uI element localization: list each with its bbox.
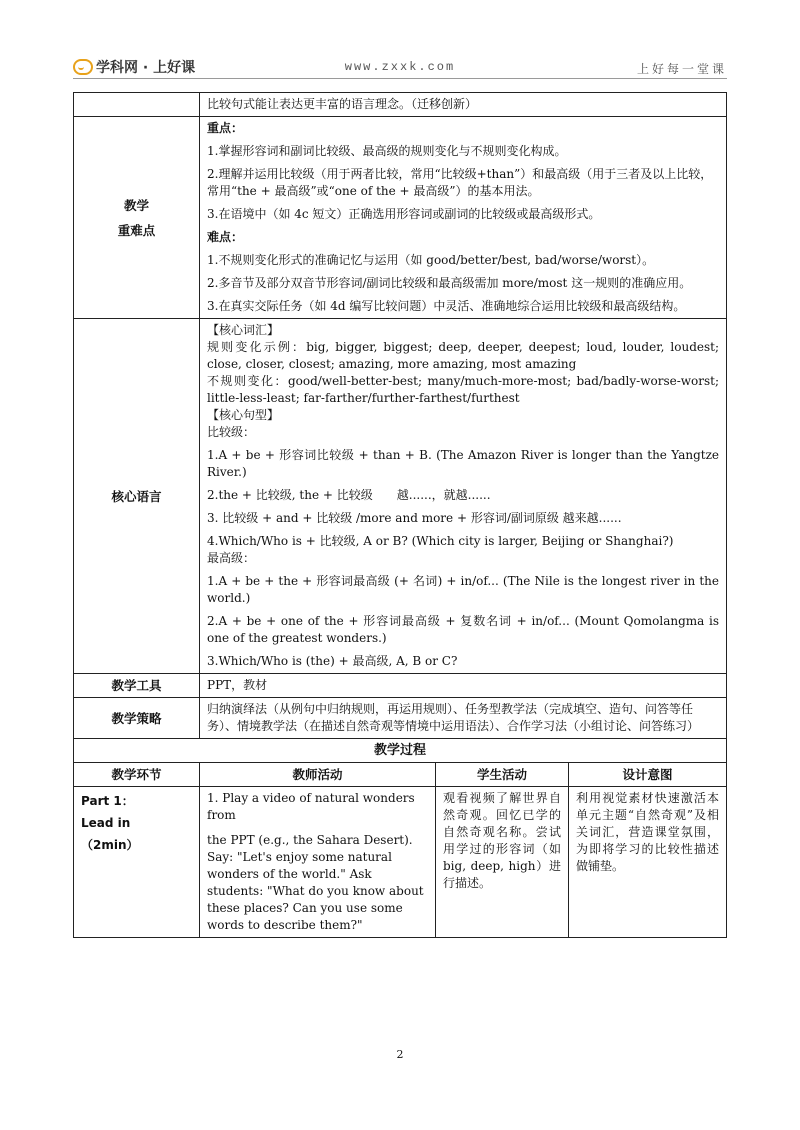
column-header: 学生活动 — [436, 763, 569, 787]
label-line: 教学 — [123, 197, 149, 213]
student-activity: 观看视频了解世界自然奇观。回忆已学的自然奇观名称。尝试用学过的形容词（如 big, deep, high）进行描述。 — [436, 787, 569, 938]
sentence-title: 【核心句型】 — [207, 408, 280, 422]
hard-point: 3.在真实交际任务（如 4d 编写比较问题）中灵活、准确地综合运用比较级和最高级结构。 — [207, 299, 686, 313]
core-language-label: 核心语言 — [74, 319, 200, 674]
teacher-step: 1. Play a video of natural wonders from — [207, 791, 415, 822]
teacher-activity — [200, 787, 436, 938]
core-language-content — [200, 319, 727, 674]
empty-cell — [74, 93, 200, 117]
page-header — [0, 0, 800, 80]
part-cell — [74, 787, 200, 938]
key-point: 1.掌握形容词和副词比较级、最高级的规则变化与不规则变化构成。 — [207, 144, 567, 158]
table-row — [74, 117, 727, 319]
strategy-value: 归纳演绎法（从例句中归纳规则，再运用规则）、任务型教学法（完成填空、造句、问答等任务）、情境教学法（在描述自然奇观等情境中运用语法）、合作学习法（小组讨论、问答练习） — [200, 698, 727, 739]
table-row — [74, 93, 727, 117]
part-name: Lead in — [81, 816, 131, 830]
strategy-label: 教学策略 — [74, 698, 200, 739]
header-divider — [73, 78, 727, 79]
objective-text: 比较句式能让表达更丰富的语言理念。（迁移创新） — [200, 93, 727, 117]
comparative-pattern: 4.Which/Who is + 比较级, A or B? (Which city is larger, Beijing or Shanghai?) — [207, 534, 674, 548]
table-row — [74, 674, 727, 698]
process-title: 教学过程 — [74, 739, 727, 763]
key-point: 2.理解并运用比较级（用于两者比较，常用“比较级+than”）和最高级（用于三者及以上比较，常用“the + 最高级”或“one of the + 最高级”）的基本用法。 — [207, 167, 713, 198]
table-row — [74, 698, 727, 739]
difficulties-content — [200, 117, 727, 319]
slogan: 上好每一堂课 — [636, 62, 727, 76]
label-line: 重难点 — [117, 222, 156, 238]
hard-title: 难点： — [207, 230, 244, 244]
key-point: 3.在语境中（如 4c 短文）正确选用形容词或副词的比较级或最高级形式。 — [207, 207, 601, 221]
vocab-title: 【核心词汇】 — [207, 323, 280, 337]
comparative-pattern: 3. 比较级 + and + 比较级 /more and more + 形容词/副词原级 越来越...... — [207, 511, 622, 525]
page-number: 2 — [396, 1048, 404, 1061]
tools-label: 教学工具 — [74, 674, 200, 698]
irregular-forms: 不规则变化：good/well-better-best; many/much-more-most; bad/badly-worse-worst; little-less-least; far-farther/further-farthest/furthest — [207, 374, 720, 405]
hard-point: 2.多音节及部分双音节形容词/副词比较级和最高级需加 more/most 这一规则的准确应用。 — [207, 276, 692, 290]
comparative-title: 比较级： — [207, 425, 256, 439]
superlative-pattern: 3.Which/Who is (the) + 最高级, A, B or C? — [207, 654, 458, 668]
table-row — [74, 319, 727, 674]
column-header: 教师活动 — [200, 763, 436, 787]
key-title: 重点： — [207, 121, 244, 135]
site-url: www.zxxk.com — [344, 60, 456, 74]
logo-text: 学科网 · 上好课 — [96, 60, 196, 76]
regular-forms: 规则变化示例：big, bigger, biggest; deep, deeper, deepest; loud, louder, loudest; close, closer, closest; amazing, more amazing, most amazing — [207, 340, 720, 371]
superlative-pattern: 1.A + be + the + 形容词最高级 (+ 名词) + in/of... (The Nile is the longest river in the world.) — [207, 574, 720, 605]
part-time: （2min） — [81, 838, 139, 852]
design-intent: 利用视觉素材快速激活本单元主题“自然奇观”及相关词汇，营造课堂氛围，为即将学习的比较性描述做铺垫。 — [569, 787, 727, 938]
comparative-pattern: 2.the + 比较级, the + 比较级 越......，就越...... — [207, 488, 491, 502]
lesson-plan-table — [73, 92, 727, 938]
part-label: Part 1： — [81, 794, 134, 808]
hard-point: 1.不规则变化形式的准确记忆与运用（如 good/better/best, bad/worse/worst）。 — [207, 253, 655, 267]
column-header: 设计意图 — [569, 763, 727, 787]
table-row — [74, 787, 727, 938]
comparative-pattern: 1.A + be + 形容词比较级 + than + B. (The Amazon River is longer than the Yangtze River.) — [207, 448, 720, 479]
table-row — [74, 739, 727, 763]
superlative-title: 最高级： — [207, 551, 256, 565]
tools-value: PPT，教材 — [200, 674, 727, 698]
column-header: 教学环节 — [74, 763, 200, 787]
superlative-pattern: 2.A + be + one of the + 形容词最高级 + 复数名词 + in/of... (Mount Qomolangma is one of the greatest wonders.) — [207, 614, 720, 645]
teacher-step-cont: the PPT (e.g., the Sahara Desert). Say: "Let's enjoy some natural wonders of the world." Ask students: "What do you know about these places? Can you use some words to describe them?" — [207, 833, 424, 932]
difficulties-label — [74, 117, 200, 319]
table-header-row — [74, 763, 727, 787]
